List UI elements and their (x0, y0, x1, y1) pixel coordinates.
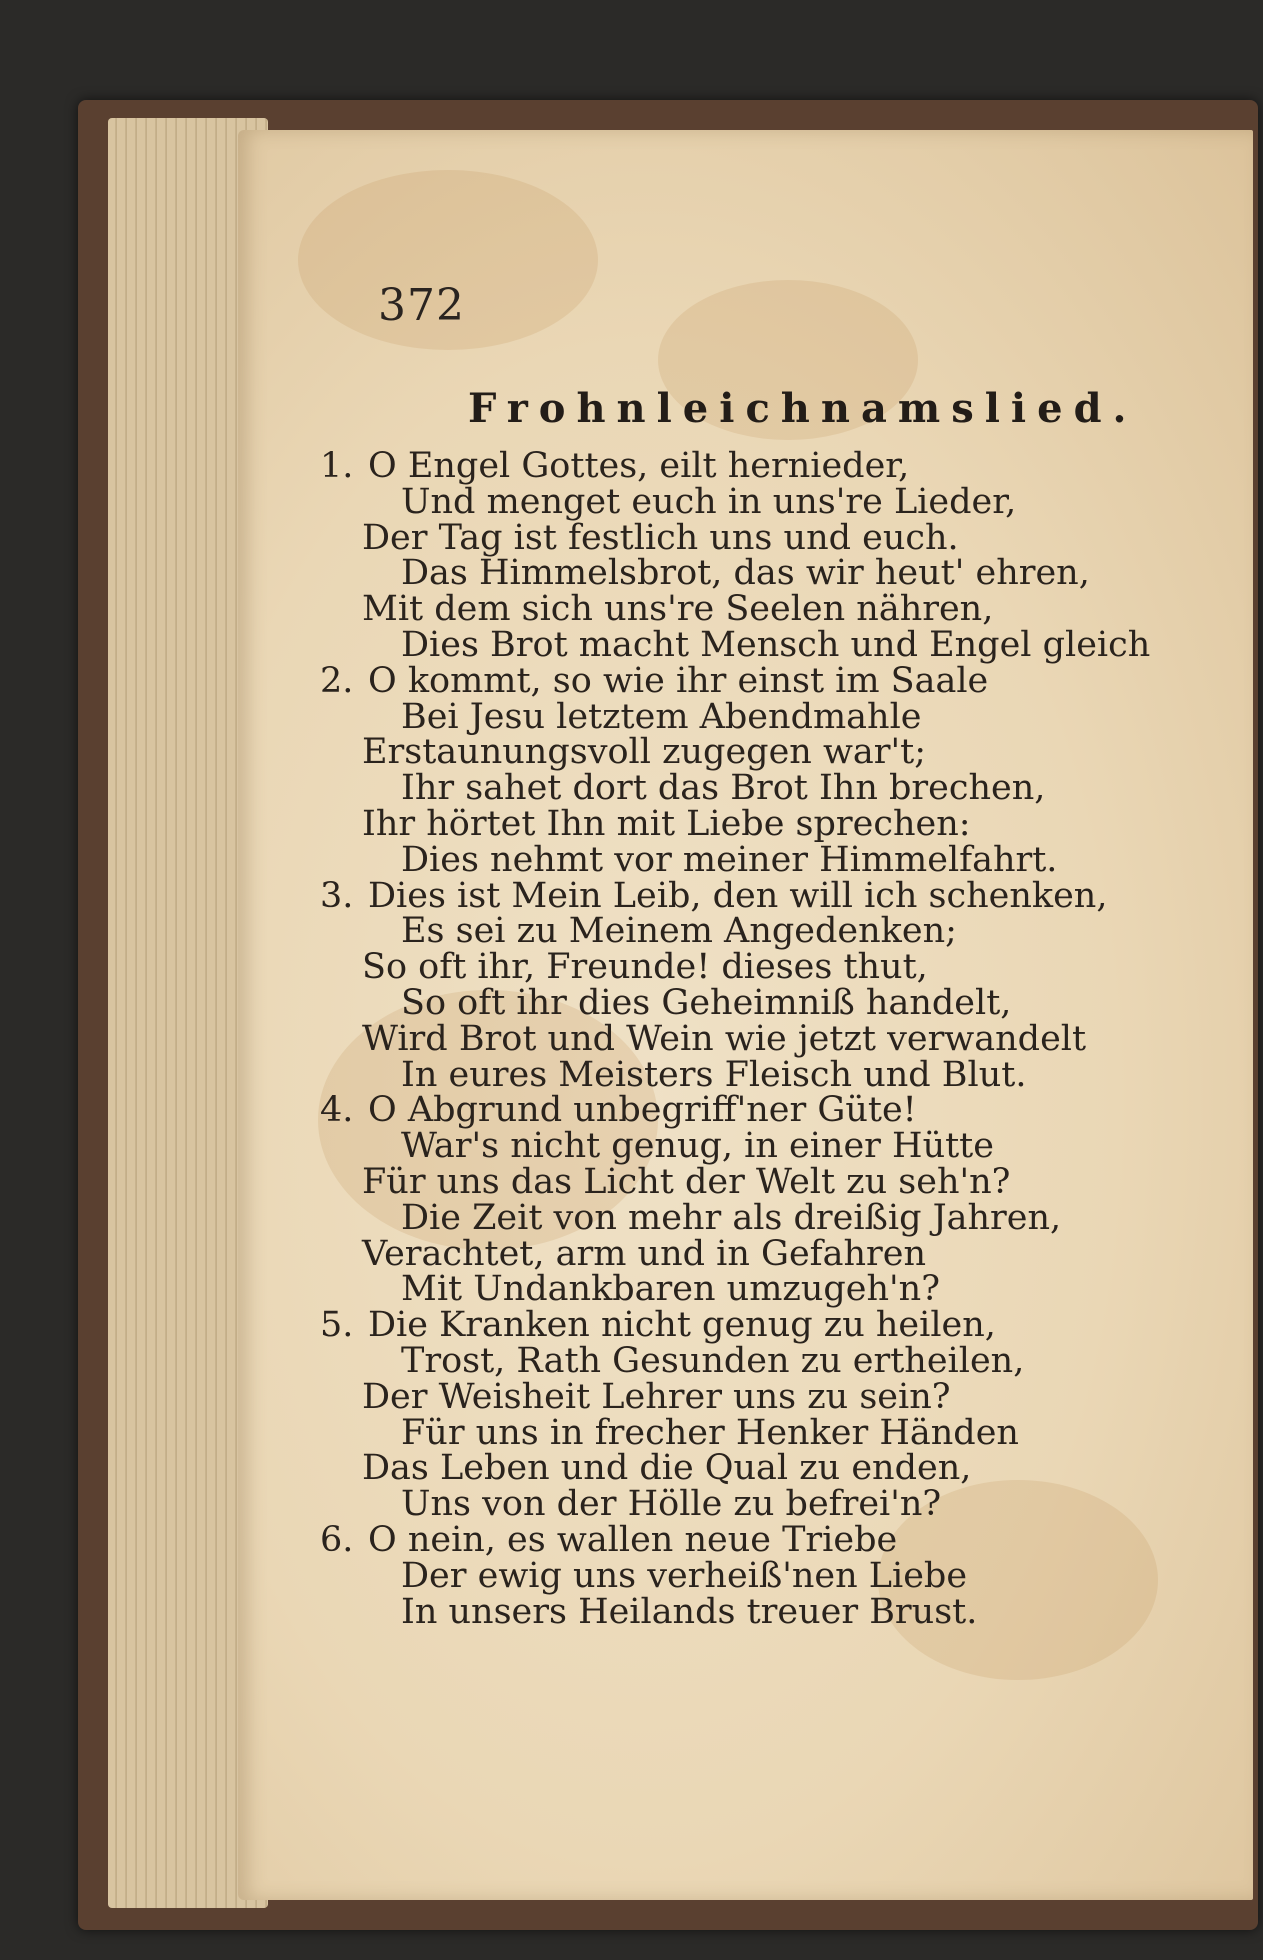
stanza-number: 3. (320, 875, 354, 916)
line-text: In eures Meisters Fleisch und Blut. (401, 1054, 1027, 1095)
line-text: Mit dem sich uns're Seelen nähren, (362, 589, 994, 630)
line-text: Verachtet, arm und in Gefahren (362, 1233, 927, 1274)
line-text: Dies ist Mein Leib, den will ich schenken, (368, 875, 1108, 916)
line-text: War's nicht genug, in einer Hütte (401, 1126, 994, 1167)
line-text: Ihr hörtet Ihn mit Liebe sprechen: (362, 804, 971, 844)
line-text: Dies Brot macht Mensch und Engel gleich (401, 625, 1151, 665)
line-text: O kommt, so wie ihr einst im Saale (368, 660, 989, 701)
stanza-line (401, 839, 1058, 880)
stanza-line (362, 732, 926, 773)
line-text: So oft ihr, Freunde! dieses thut, (362, 947, 928, 988)
stanza-line (401, 553, 1090, 594)
line-text: Trost, Rath Gesunden zu ertheilen, (401, 1341, 1025, 1381)
stanza-number: 5. (320, 1305, 354, 1346)
stanza-line (320, 1090, 917, 1131)
stanza-line (401, 1591, 978, 1632)
stanza-line (362, 1018, 1087, 1059)
stanza-line (362, 589, 994, 630)
stanza-line (401, 911, 957, 952)
line-text: Der Weisheit Lehrer uns zu sein? (362, 1376, 951, 1417)
stanza-line (401, 1484, 942, 1525)
stanza-line (401, 1555, 968, 1596)
line-text: Der Tag ist festlich uns und euch. (362, 517, 959, 558)
stanza-line (401, 1412, 1019, 1453)
line-text: Dies nehmt vor meiner Himmelfahrt. (401, 839, 1058, 880)
stanza-line (320, 1305, 996, 1346)
line-text: Für uns in frecher Henker Händen (401, 1412, 1019, 1453)
stanza-line (362, 1164, 1010, 1200)
stanza-number: 6. (320, 1520, 354, 1560)
line-text: Wird Brot und Wein wie jetzt verwandelt (362, 1018, 1087, 1059)
line-text: Das Leben und die Qual zu enden, (362, 1448, 972, 1489)
line-text: Mit Undankbaren umzugeh'n? (401, 1269, 940, 1310)
line-text: O nein, es wallen neue Triebe (368, 1520, 898, 1560)
stanza-line (320, 448, 909, 484)
line-text: Bei Jesu letztem Abendmahle (401, 696, 922, 737)
stanza-line (362, 1448, 972, 1489)
stanza-line (401, 1126, 994, 1167)
stanza-line (401, 985, 1011, 1021)
stanza-line (362, 806, 971, 842)
stanza-line (362, 1233, 927, 1274)
page-number: 372 (378, 280, 465, 331)
stanza-line (401, 627, 1150, 663)
line-text: Und menget euch in uns're Lieder, (401, 481, 1017, 522)
line-text: O Abgrund unbegriff'ner Güte! (368, 1090, 917, 1131)
stanza-line (320, 875, 1108, 916)
stanza-line (401, 1343, 1024, 1379)
stanza-number: 2. (320, 660, 354, 701)
line-text: Die Zeit von mehr als dreißig Jahren, (401, 1197, 1062, 1238)
stanza-line (362, 1376, 951, 1417)
stanza-number: 1. (320, 446, 354, 486)
line-text: So oft ihr dies Geheimniß handelt, (401, 983, 1012, 1023)
line-text: Ihr sahet dort das Brot Ihn brechen, (401, 768, 1046, 809)
stanza-line (401, 1269, 940, 1310)
stanza-line (362, 947, 928, 988)
stanza-line (362, 517, 959, 558)
stanza-line (401, 1054, 1027, 1095)
line-text: Erstaunungsvoll zugegen war't; (362, 732, 926, 773)
stanza-line (320, 660, 989, 701)
line-text: Uns von der Hölle zu befrei'n? (401, 1484, 942, 1525)
line-text: Für uns das Licht der Welt zu seh'n? (362, 1162, 1011, 1202)
stanza-number: 4. (320, 1090, 354, 1131)
stanza-line (401, 481, 1017, 522)
stanza-line (401, 696, 922, 737)
stanza-line (401, 1197, 1062, 1238)
stanza-line (401, 768, 1046, 809)
line-text: Das Himmelsbrot, das wir heut' ehren, (401, 553, 1090, 594)
stanza-line (320, 1522, 897, 1558)
line-text: Die Kranken nicht genug zu heilen, (368, 1305, 996, 1346)
line-text: Der ewig uns verheiß'nen Liebe (401, 1555, 968, 1596)
book-page (238, 130, 1253, 1900)
line-text: Es sei zu Meinem Angedenken; (401, 911, 957, 952)
hymn-title: Frohnleichnamslied. (468, 385, 1138, 432)
line-text: O Engel Gottes, eilt hernieder, (368, 446, 910, 486)
line-text: In unsers Heilands treuer Brust. (401, 1591, 978, 1632)
